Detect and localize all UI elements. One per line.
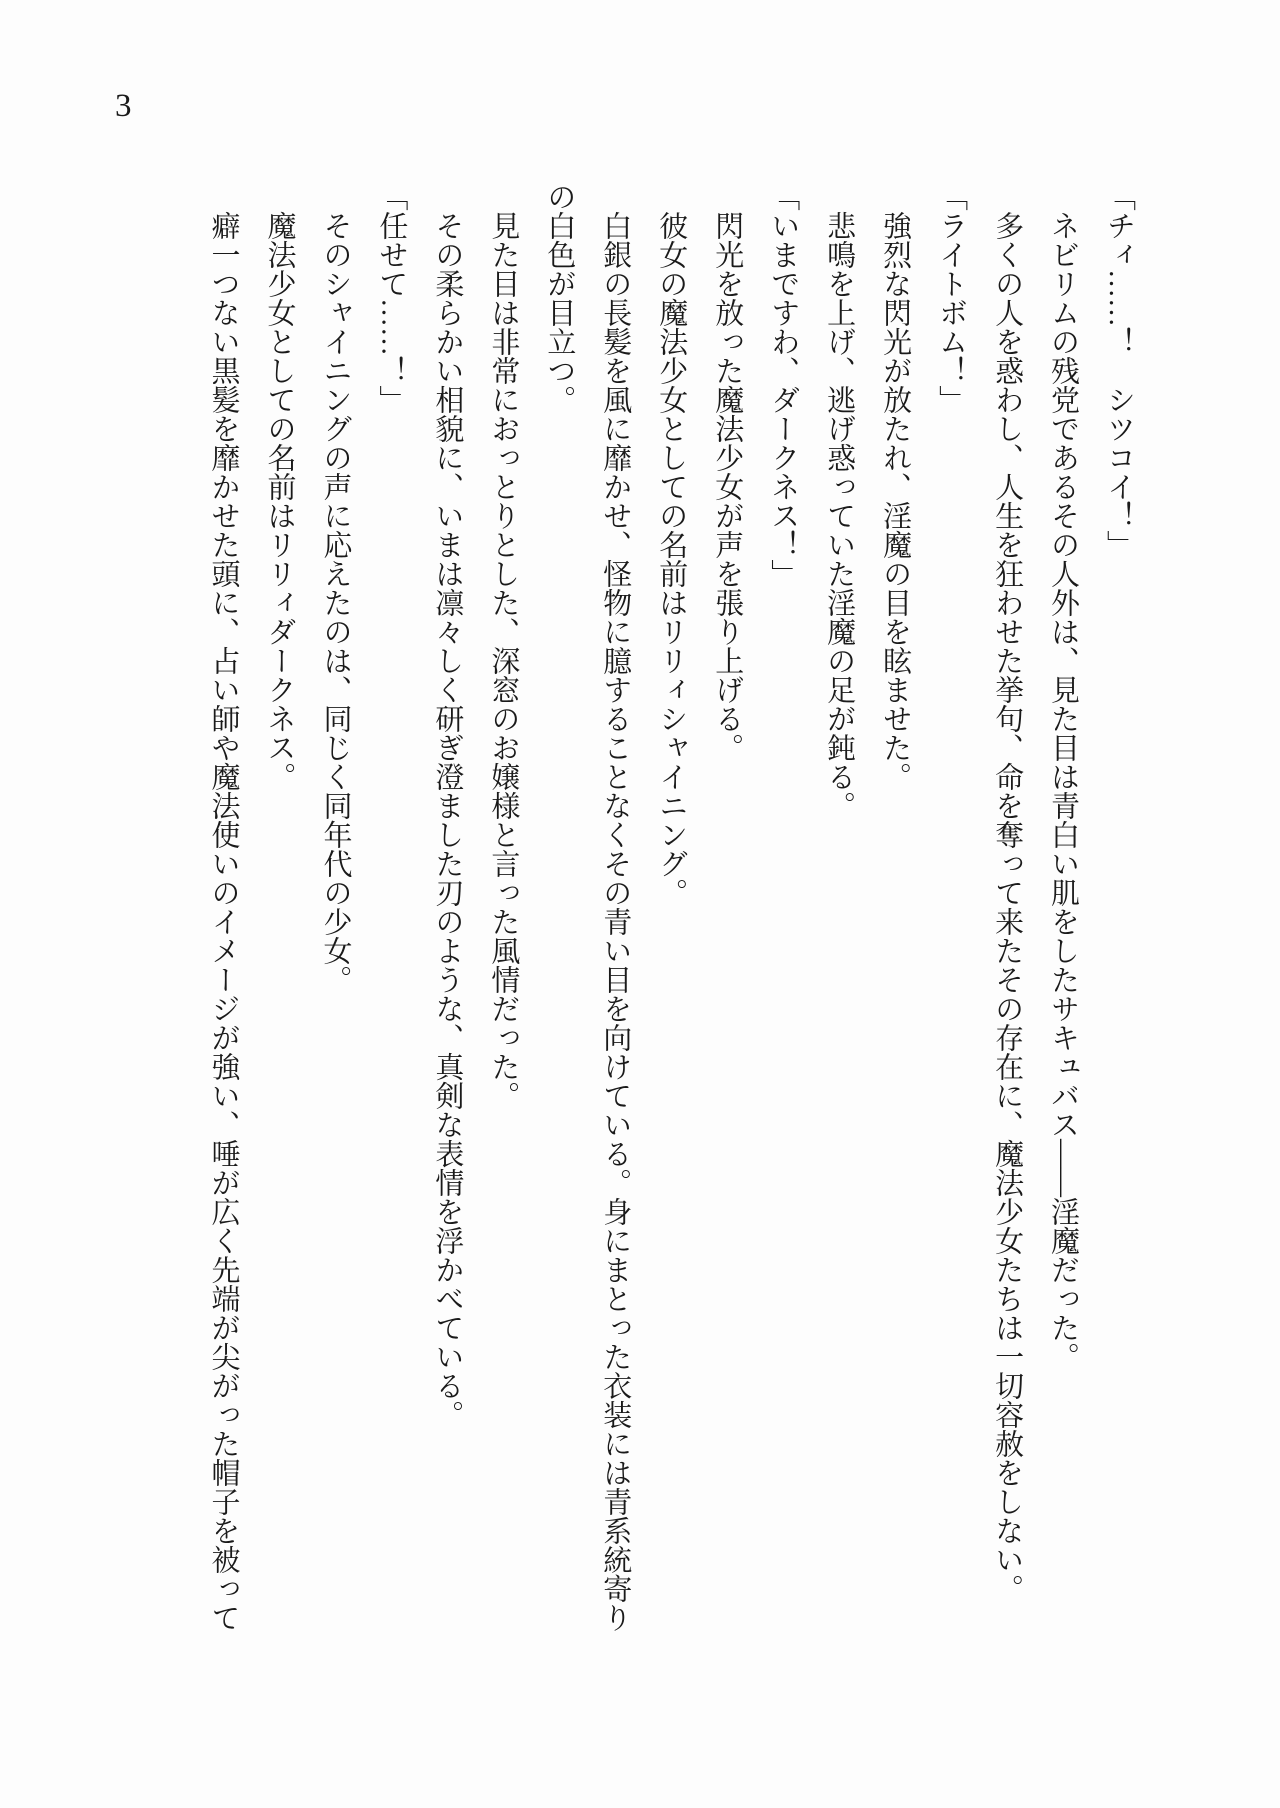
paragraph-2: ネビリムの残党であるその人外は、見た目は青白い肌をしたサキュバス――淫魔だった。 (1047, 211, 1080, 1371)
paragraph-15: 魔法少女としての名前はリリィダークネス。 (263, 211, 296, 791)
paragraph-13: 「任せて……！」 (375, 182, 408, 414)
page-number: 3 (115, 88, 132, 124)
paragraph-14: そのシャイニングの声に応えたのは、同じく同年代の少女。 (319, 211, 352, 994)
paragraph-8: 閃光を放った魔法少女が声を張り上げる。 (711, 211, 744, 762)
paragraph-4: 「ライトボム！」 (935, 182, 968, 414)
paragraph-12: その柔らかい相貌に、いまは凛々しく研ぎ澄ました刃のような、真剣な表情を浮かべている。 (431, 211, 464, 1429)
paragraph-3: 多くの人を惑わし、人生を狂わせた挙句、命を奪って来たその存在に、魔法少女たちは一切容赦をしない。 (991, 211, 1024, 1603)
paragraph-16: 癖一つない黒髪を靡かせた頭に、占い師や魔法使いのイメージが強い、唾が広く先端が尖がった帽子を被って (207, 211, 240, 1632)
paragraph-10: 白銀の長髪を風に靡かせ、怪物に臆することなくその青い目を向けている。身にまとった衣装には青系統寄りの白色が目立つ。 (543, 182, 632, 1632)
paragraph-7: 「いまですわ、ダークネス！」 (767, 182, 800, 588)
paragraph-5: 強烈な閃光が放たれ、淫魔の目を眩ませた。 (879, 211, 912, 791)
paragraph-9: 彼女の魔法少女としての名前はリリィシャイニング。 (655, 211, 688, 907)
paragraph-11: 見た目は非常におっとりとした、深窓のお嬢様と言った風情だった。 (487, 211, 520, 1110)
paragraph-1: 「チィ……！ シツコイ！」 (1103, 182, 1135, 559)
text-body (116, 182, 1146, 1642)
paragraph-6: 悲鳴を上げ、逃げ惑っていた淫魔の足が鈍る。 (823, 211, 856, 820)
